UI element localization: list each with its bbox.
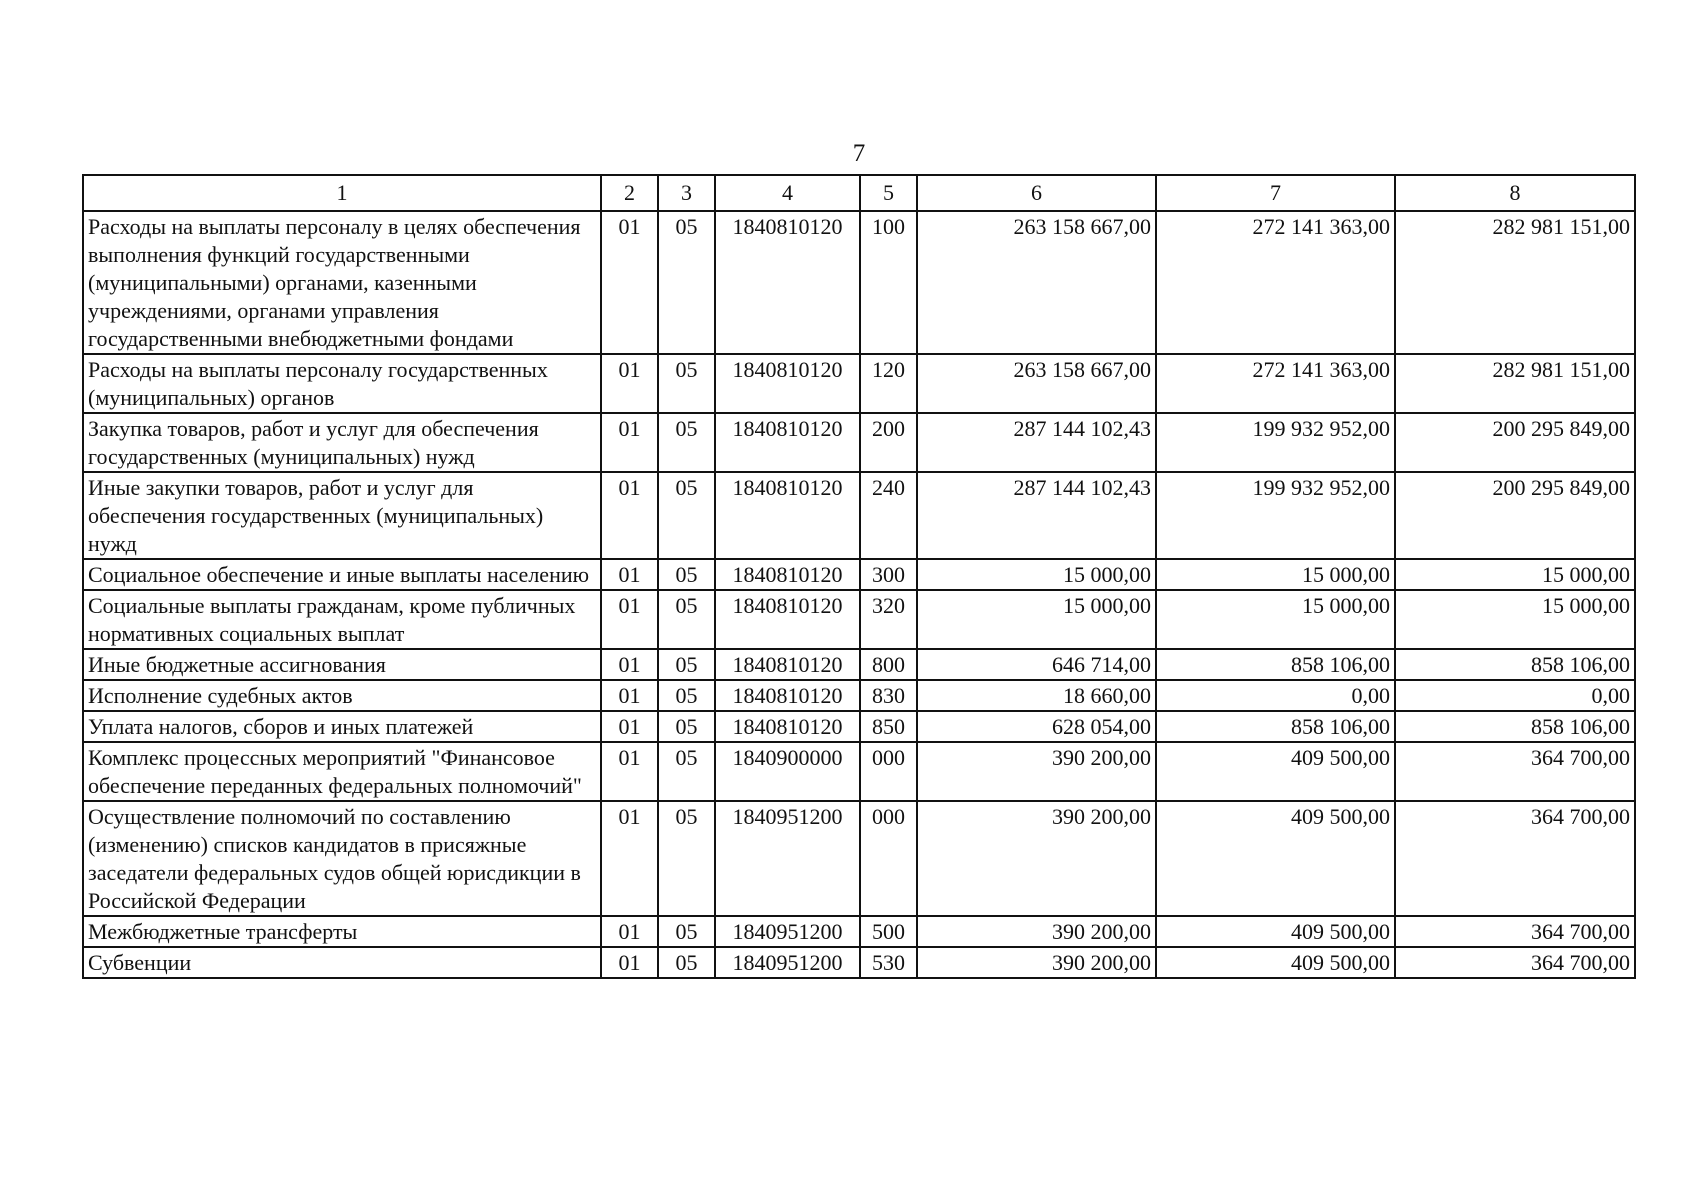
amount-col7-cell: 409 500,00 bbox=[1156, 916, 1395, 947]
column-header: 6 bbox=[917, 175, 1156, 211]
section-code-cell: 01 bbox=[601, 354, 658, 413]
section-code-cell: 01 bbox=[601, 947, 658, 978]
expense-type-cell: 830 bbox=[860, 680, 917, 711]
budget-table bbox=[82, 174, 1636, 979]
column-header: 4 bbox=[715, 175, 860, 211]
amount-col7-cell: 409 500,00 bbox=[1156, 801, 1395, 916]
target-article-cell: 1840951200 bbox=[715, 916, 860, 947]
subsection-code-cell: 05 bbox=[658, 559, 715, 590]
amount-col8-cell: 364 700,00 bbox=[1395, 947, 1635, 978]
subsection-code-cell: 05 bbox=[658, 916, 715, 947]
amount-col7-cell: 272 141 363,00 bbox=[1156, 354, 1395, 413]
amount-col6-cell: 15 000,00 bbox=[917, 590, 1156, 649]
column-header: 1 bbox=[83, 175, 601, 211]
table-row bbox=[83, 742, 1635, 801]
section-code-cell: 01 bbox=[601, 680, 658, 711]
section-code-cell: 01 bbox=[601, 916, 658, 947]
expense-type-cell: 000 bbox=[860, 801, 917, 916]
amount-col7-cell: 15 000,00 bbox=[1156, 590, 1395, 649]
amount-col7-cell: 409 500,00 bbox=[1156, 742, 1395, 801]
subsection-code-cell: 05 bbox=[658, 801, 715, 916]
amount-col8-cell: 282 981 151,00 bbox=[1395, 211, 1635, 354]
column-header: 3 bbox=[658, 175, 715, 211]
target-article-cell: 1840810120 bbox=[715, 354, 860, 413]
expense-name-cell: Расходы на выплаты персоналу в целях обеспечения выполнения функций государственными (муниципальными) органами, казенными учреждениями, органами управления государственными внебюджетными фондами bbox=[83, 211, 601, 354]
section-code-cell: 01 bbox=[601, 211, 658, 354]
section-code-cell: 01 bbox=[601, 559, 658, 590]
table-body bbox=[83, 211, 1635, 978]
amount-col8-cell: 858 106,00 bbox=[1395, 711, 1635, 742]
expense-name-cell: Уплата налогов, сборов и иных платежей bbox=[83, 711, 601, 742]
amount-col6-cell: 15 000,00 bbox=[917, 559, 1156, 590]
subsection-code-cell: 05 bbox=[658, 947, 715, 978]
amount-col6-cell: 18 660,00 bbox=[917, 680, 1156, 711]
expense-name-cell: Социальные выплаты гражданам, кроме публичных нормативных социальных выплат bbox=[83, 590, 601, 649]
table-row bbox=[83, 354, 1635, 413]
target-article-cell: 1840810120 bbox=[715, 413, 860, 472]
section-code-cell: 01 bbox=[601, 590, 658, 649]
expense-type-cell: 300 bbox=[860, 559, 917, 590]
amount-col7-cell: 858 106,00 bbox=[1156, 649, 1395, 680]
table-row bbox=[83, 413, 1635, 472]
column-header: 8 bbox=[1395, 175, 1635, 211]
table-row bbox=[83, 947, 1635, 978]
expense-name-cell: Исполнение судебных актов bbox=[83, 680, 601, 711]
amount-col7-cell: 199 932 952,00 bbox=[1156, 472, 1395, 559]
section-code-cell: 01 bbox=[601, 742, 658, 801]
amount-col7-cell: 0,00 bbox=[1156, 680, 1395, 711]
column-header: 2 bbox=[601, 175, 658, 211]
expense-name-cell: Социальное обеспечение и иные выплаты населению bbox=[83, 559, 601, 590]
subsection-code-cell: 05 bbox=[658, 680, 715, 711]
amount-col8-cell: 364 700,00 bbox=[1395, 801, 1635, 916]
expense-type-cell: 240 bbox=[860, 472, 917, 559]
subsection-code-cell: 05 bbox=[658, 472, 715, 559]
table-row bbox=[83, 649, 1635, 680]
expense-type-cell: 530 bbox=[860, 947, 917, 978]
table-row bbox=[83, 680, 1635, 711]
subsection-code-cell: 05 bbox=[658, 413, 715, 472]
section-code-cell: 01 bbox=[601, 472, 658, 559]
target-article-cell: 1840810120 bbox=[715, 472, 860, 559]
amount-col8-cell: 282 981 151,00 bbox=[1395, 354, 1635, 413]
expense-name-cell: Закупка товаров, работ и услуг для обеспечения государственных (муниципальных) нужд bbox=[83, 413, 601, 472]
header-row bbox=[83, 175, 1635, 211]
amount-col7-cell: 15 000,00 bbox=[1156, 559, 1395, 590]
section-code-cell: 01 bbox=[601, 801, 658, 916]
amount-col7-cell: 272 141 363,00 bbox=[1156, 211, 1395, 354]
page-number: 7 bbox=[852, 140, 866, 167]
expense-type-cell: 800 bbox=[860, 649, 917, 680]
section-code-cell: 01 bbox=[601, 649, 658, 680]
expense-type-cell: 200 bbox=[860, 413, 917, 472]
target-article-cell: 1840810120 bbox=[715, 649, 860, 680]
target-article-cell: 1840810120 bbox=[715, 559, 860, 590]
subsection-code-cell: 05 bbox=[658, 742, 715, 801]
amount-col8-cell: 858 106,00 bbox=[1395, 649, 1635, 680]
column-header: 5 bbox=[860, 175, 917, 211]
subsection-code-cell: 05 bbox=[658, 354, 715, 413]
subsection-code-cell: 05 bbox=[658, 649, 715, 680]
subsection-code-cell: 05 bbox=[658, 590, 715, 649]
amount-col6-cell: 646 714,00 bbox=[917, 649, 1156, 680]
expense-name-cell: Субвенции bbox=[83, 947, 601, 978]
amount-col8-cell: 364 700,00 bbox=[1395, 916, 1635, 947]
target-article-cell: 1840810120 bbox=[715, 680, 860, 711]
expense-type-cell: 000 bbox=[860, 742, 917, 801]
table-row bbox=[83, 590, 1635, 649]
target-article-cell: 1840810120 bbox=[715, 711, 860, 742]
table-row bbox=[83, 801, 1635, 916]
target-article-cell: 1840951200 bbox=[715, 947, 860, 978]
target-article-cell: 1840900000 bbox=[715, 742, 860, 801]
target-article-cell: 1840951200 bbox=[715, 801, 860, 916]
amount-col8-cell: 364 700,00 bbox=[1395, 742, 1635, 801]
amount-col6-cell: 628 054,00 bbox=[917, 711, 1156, 742]
expense-type-cell: 320 bbox=[860, 590, 917, 649]
amount-col8-cell: 15 000,00 bbox=[1395, 590, 1635, 649]
section-code-cell: 01 bbox=[601, 413, 658, 472]
table-row bbox=[83, 711, 1635, 742]
amount-col6-cell: 390 200,00 bbox=[917, 801, 1156, 916]
expense-name-cell: Иные закупки товаров, работ и услуг для обеспечения государственных (муниципальных) нужд bbox=[83, 472, 601, 559]
amount-col6-cell: 263 158 667,00 bbox=[917, 211, 1156, 354]
amount-col6-cell: 390 200,00 bbox=[917, 742, 1156, 801]
amount-col8-cell: 200 295 849,00 bbox=[1395, 413, 1635, 472]
target-article-cell: 1840810120 bbox=[715, 211, 860, 354]
expense-type-cell: 120 bbox=[860, 354, 917, 413]
amount-col8-cell: 0,00 bbox=[1395, 680, 1635, 711]
amount-col7-cell: 858 106,00 bbox=[1156, 711, 1395, 742]
target-article-cell: 1840810120 bbox=[715, 590, 860, 649]
amount-col6-cell: 263 158 667,00 bbox=[917, 354, 1156, 413]
expense-type-cell: 100 bbox=[860, 211, 917, 354]
expense-name-cell: Осуществление полномочий по составлению (изменению) списков кандидатов в присяжные заседатели федеральных судов общей юрисдикции в Российской Федерации bbox=[83, 801, 601, 916]
amount-col6-cell: 390 200,00 bbox=[917, 947, 1156, 978]
column-header: 7 bbox=[1156, 175, 1395, 211]
amount-col6-cell: 390 200,00 bbox=[917, 916, 1156, 947]
amount-col6-cell: 287 144 102,43 bbox=[917, 413, 1156, 472]
amount-col6-cell: 287 144 102,43 bbox=[917, 472, 1156, 559]
subsection-code-cell: 05 bbox=[658, 711, 715, 742]
subsection-code-cell: 05 bbox=[658, 211, 715, 354]
table-row bbox=[83, 472, 1635, 559]
amount-col7-cell: 409 500,00 bbox=[1156, 947, 1395, 978]
expense-type-cell: 850 bbox=[860, 711, 917, 742]
amount-col7-cell: 199 932 952,00 bbox=[1156, 413, 1395, 472]
expense-name-cell: Иные бюджетные ассигнования bbox=[83, 649, 601, 680]
amount-col8-cell: 200 295 849,00 bbox=[1395, 472, 1635, 559]
table-row bbox=[83, 211, 1635, 354]
section-code-cell: 01 bbox=[601, 711, 658, 742]
expense-name-cell: Расходы на выплаты персоналу государственных (муниципальных) органов bbox=[83, 354, 601, 413]
table-row bbox=[83, 559, 1635, 590]
amount-col8-cell: 15 000,00 bbox=[1395, 559, 1635, 590]
expense-name-cell: Комплекс процессных мероприятий "Финансовое обеспечение переданных федеральных полномочий" bbox=[83, 742, 601, 801]
expense-type-cell: 500 bbox=[860, 916, 917, 947]
table-row bbox=[83, 916, 1635, 947]
expense-name-cell: Межбюджетные трансферты bbox=[83, 916, 601, 947]
